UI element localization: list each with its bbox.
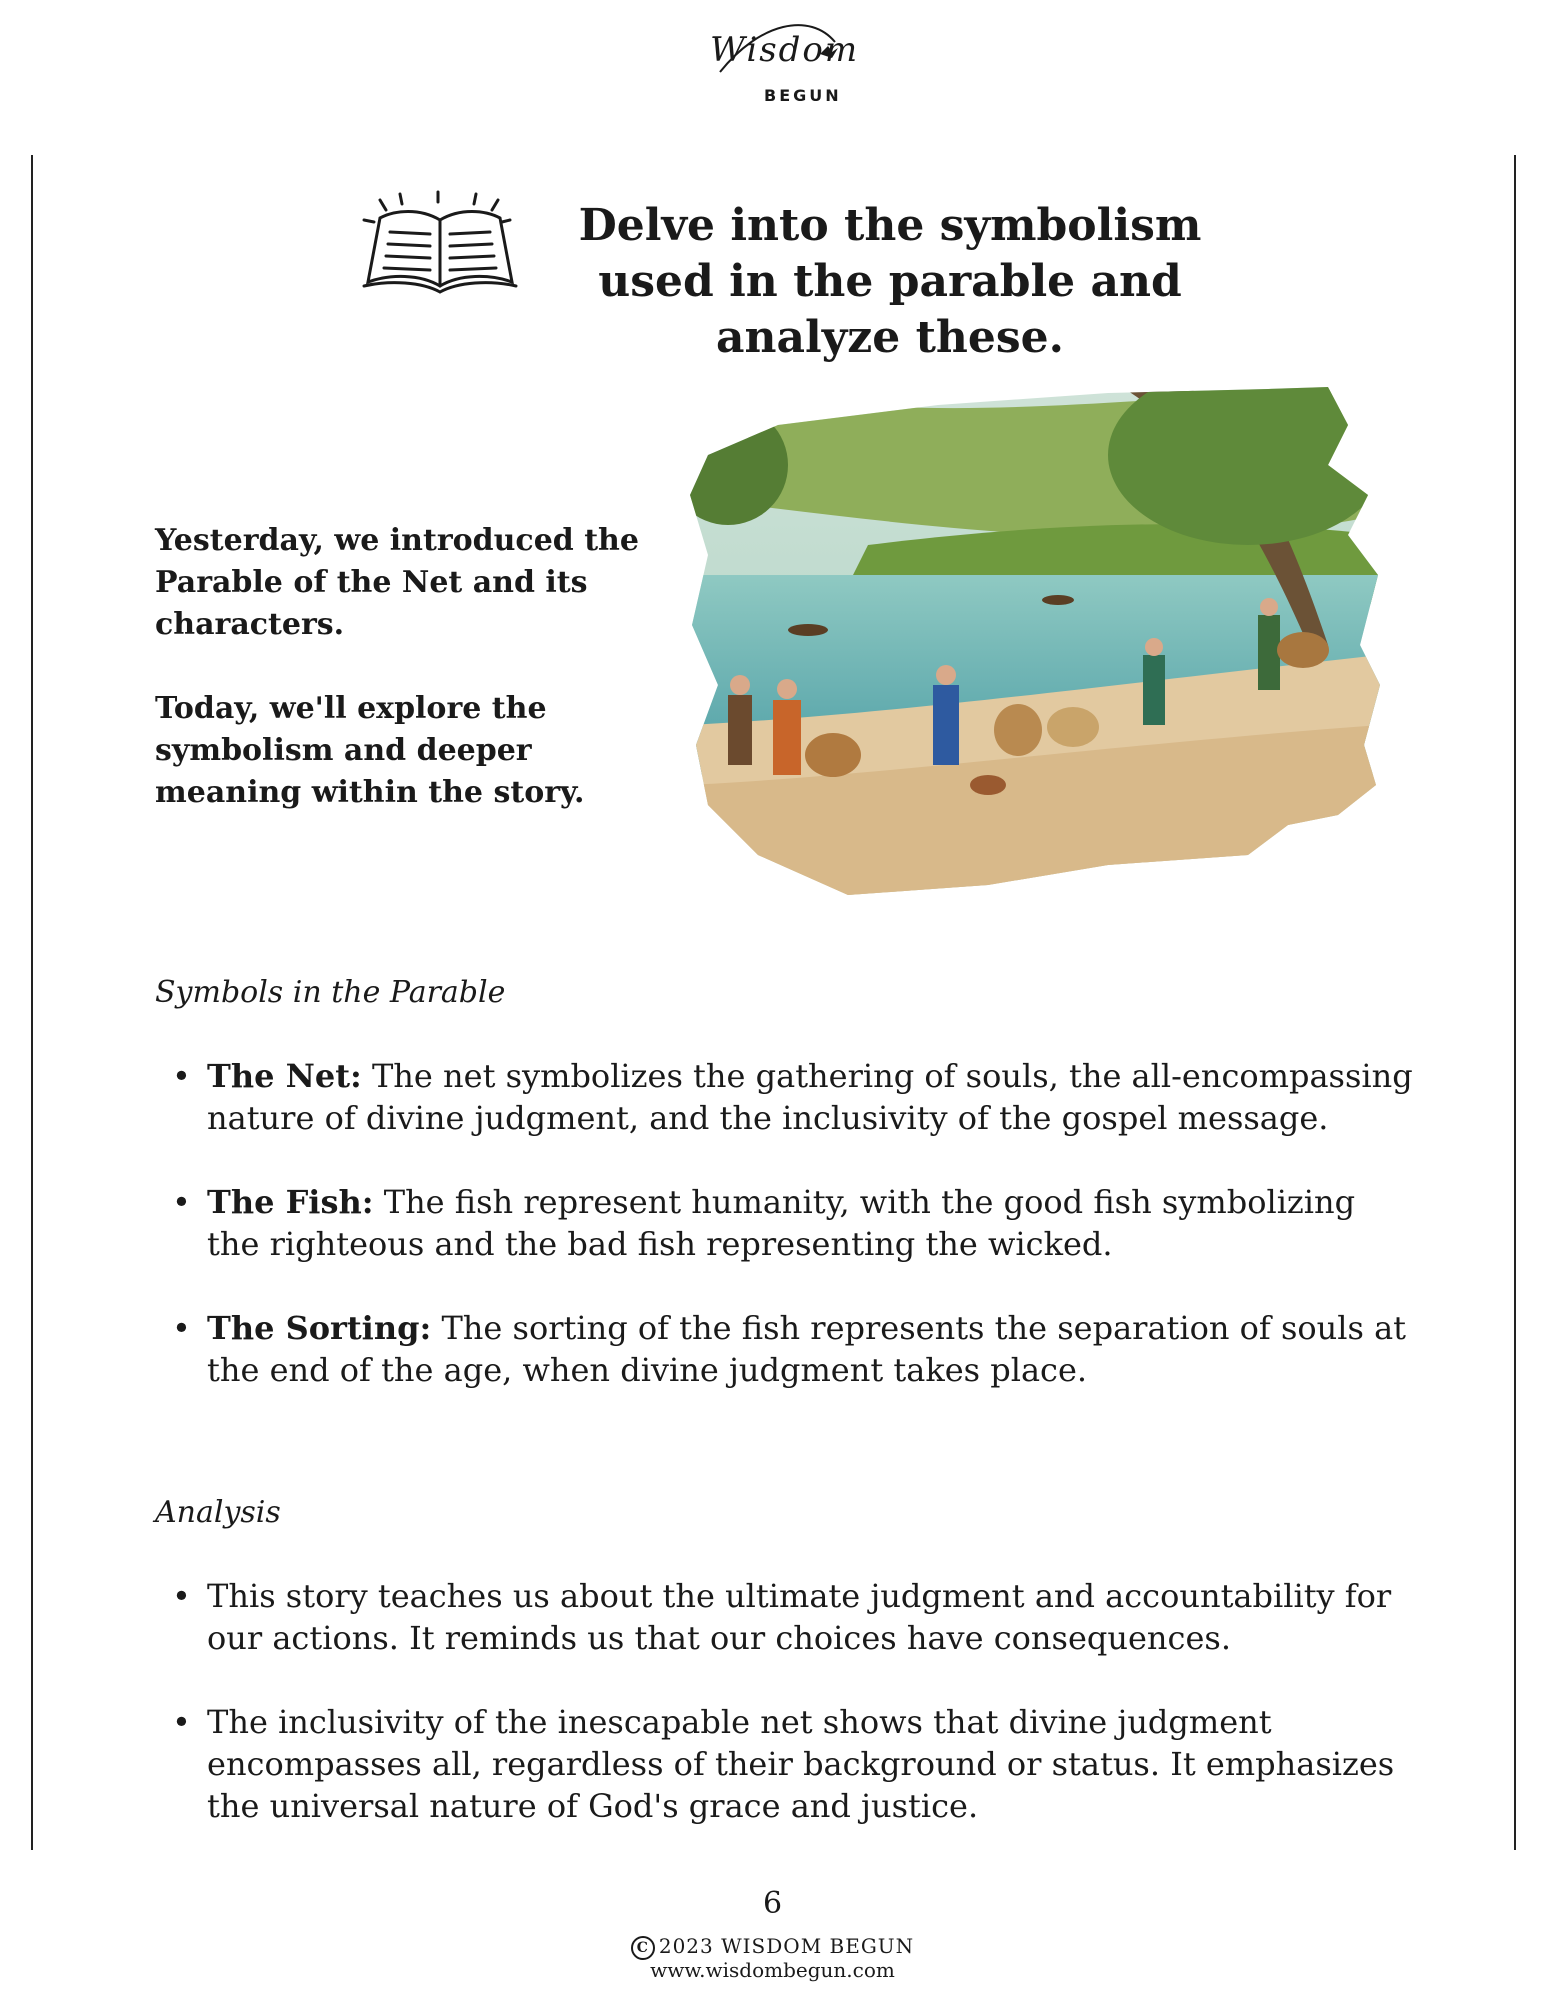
list-item: • This story teaches us about the ultimate judgment and accountability for our actions. It reminds us that our choices have consequences. — [155, 1575, 1415, 1659]
intro-text — [155, 520, 675, 856]
page-number: 6 — [762, 1886, 783, 1921]
symbol-term: The Fish: — [207, 1183, 374, 1221]
symbol-term: The Net: — [207, 1057, 362, 1095]
symbol-description: The net symbolizes the gathering of souls, the all-encompassing nature of divine judgment, and the inclusivity of the gospel message. — [207, 1057, 1413, 1137]
symbol-description: The fish represent humanity, with the good fish symbolizing the righteous and the bad fish representing the wicked. — [207, 1183, 1356, 1263]
open-book-icon — [360, 190, 520, 300]
left-border-line — [31, 155, 33, 1850]
symbols-list — [155, 1055, 1415, 1433]
right-border-line — [1514, 155, 1516, 1850]
symbols-heading: Symbols in the Parable — [155, 975, 506, 1010]
list-item: • The inclusivity of the inescapable net shows that divine judgment encompasses all, regardless of their background or status. It emphasizes the universal nature of God's grace and justice. — [155, 1701, 1415, 1827]
website-link[interactable]: www.wisdombegun.com — [650, 1958, 895, 1982]
symbol-term: The Sorting: — [207, 1309, 432, 1347]
fishermen-lake-illustration — [688, 385, 1380, 905]
analysis-heading: Analysis — [155, 1495, 281, 1530]
list-item — [155, 1181, 1415, 1265]
list-item — [155, 1055, 1415, 1139]
analysis-list — [155, 1575, 1415, 1869]
list-item — [155, 1307, 1415, 1391]
copyright-text: 2023 WISDOM BEGUN — [658, 1934, 915, 1958]
wisdom-begun-logo — [700, 12, 860, 112]
page-title: Delve into the symbolism used in the parable and analyze these. — [578, 200, 1202, 363]
intro-paragraph-2: Today, we'll explore the symbolism and deeper meaning within the story. — [155, 691, 585, 810]
symbol-description: The sorting of the fish represents the separation of souls at the end of the age, when divine judgment takes place. — [207, 1309, 1406, 1389]
copyright-line — [0, 1934, 1545, 1960]
page-header — [360, 190, 1260, 363]
logo-sub-text: BEGUN — [764, 86, 842, 105]
intro-paragraph-1: Yesterday, we introduced the Parable of the Net and its characters. — [155, 523, 639, 642]
logo-script-text: Wisdom — [710, 30, 860, 70]
copyright-icon: C — [631, 1936, 655, 1960]
